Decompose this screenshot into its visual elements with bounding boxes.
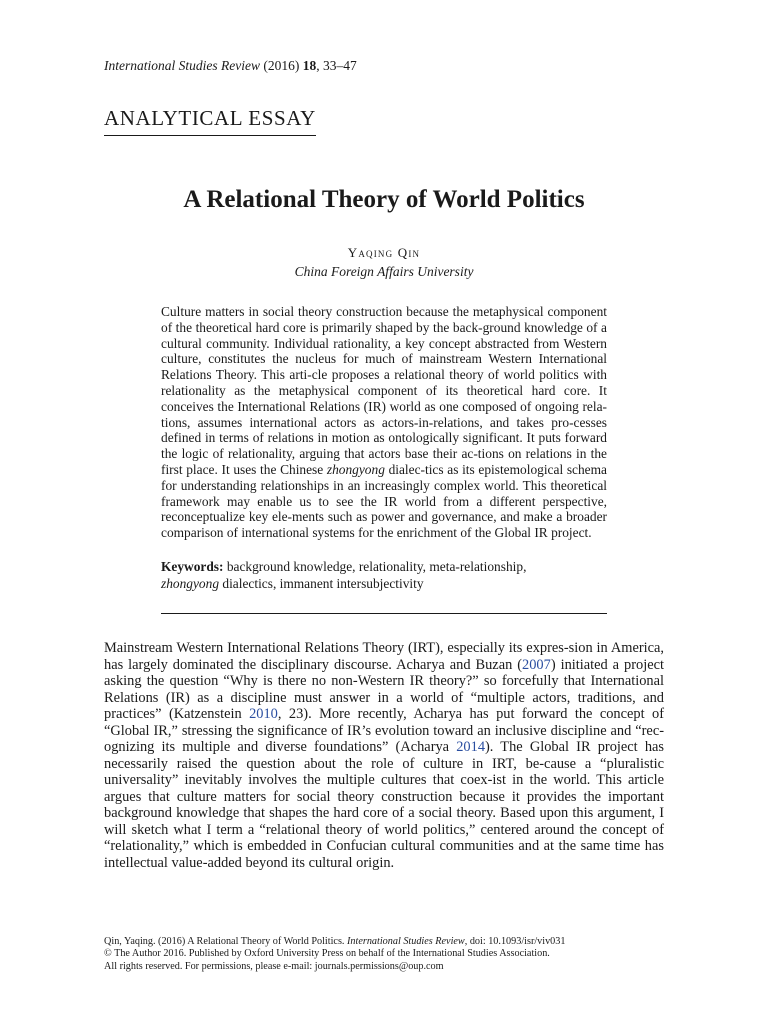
- footer-notes: [104, 936, 664, 973]
- footer-journal: International Studies Review: [347, 936, 465, 947]
- abstract-italic-term: zhongyong: [326, 461, 385, 477]
- citation-link-2014[interactable]: 2014: [456, 739, 486, 755]
- keywords-list-1: background knowledge, relationality, meta-relationship,: [223, 559, 527, 574]
- keywords-list-2: dialectics, immanent intersubjectivity: [219, 576, 424, 591]
- citation-link-2010[interactable]: 2010: [249, 706, 278, 722]
- article-title: A Relational Theory of World Politics: [183, 186, 585, 213]
- abstract-text-1: Culture matters in social theory construction because the metaphysical component of the theoretical hard core is primarily shaped by the back-ground knowledge of a cultural community. Individual rationality, a key concept abstracted from Western culture, constitutes the nucleus for much of mainstream Western International Relations Theory. This arti-cle proposes a relational theory of world politics with relationality as the metaphysical component of its theoretical hard core. It conceives the International Relations (IR) world as one composed of ongoing rela-tions, assumes international actors as actors-in-relations, and takes pro-cesses defined in terms of relations in motion as ontologically significant. It puts forward the logic of relationality, arguing that actors base their ac-tions on relations in the first place. It uses the Chinese: [161, 304, 607, 477]
- author-affiliation: China Foreign Affairs University: [294, 264, 474, 279]
- keywords-label: Keywords:: [161, 559, 224, 574]
- keywords: [161, 558, 607, 592]
- journal-citation-header: [104, 58, 357, 74]
- footer-rights: All rights reserved. For permissions, please e-mail: journals.permissions@oup.com: [104, 960, 444, 972]
- body-text-2: ) initiated a project asking the question “Why is there no non-Western IR theory?” so forcefully that International Relations (IR) as a discipline must answer in a world of “multiple actors, traditions, and practices” (Katzenstein: [104, 656, 664, 722]
- journal-title: International Studies Review: [104, 58, 260, 73]
- abstract-divider: [161, 613, 607, 614]
- body-text-1: Mainstream Western International Relations Theory (IRT), especially its expres-sion in America, has largely dominated the disciplinary discourse. Acharya and Buzan (: [104, 640, 664, 673]
- abstract-text-2: dialec-tics as its epistemological schema for understanding relationships in an increasingly complex world. This theoretical framework may enable us to see the IR world from a different perspective, reconceptualize key ele-ments such as power and governance, and make a broader comparison of international systems for the enrichment of the Global IR project.: [161, 461, 607, 541]
- citation-link-2007[interactable]: 2007: [522, 656, 551, 673]
- body-paragraph: [104, 640, 664, 871]
- footer-citation: Qin, Yaqing. (2016) A Relational Theory of World Politics. International Studies Review, doi: 10.1093/isr/viv031: [104, 936, 566, 947]
- author-name: Yaqing Qin: [347, 245, 421, 260]
- journal-volume: 18: [302, 58, 317, 73]
- keywords-italic-term: zhongyong: [161, 576, 220, 591]
- journal-year: (2016): [259, 58, 303, 73]
- abstract: [161, 304, 607, 541]
- body-text-3: , 23). More recently, Acharya has put forward the concept of “Global IR,” stressing the significance of IR’s evolution toward an inclusive discipline and “rec-ognizing its multiple and diverse foundations” (Acharya: [104, 706, 665, 755]
- journal-pages: , 33–47: [316, 58, 357, 73]
- footer-copyright: © The Author 2016. Published by Oxford University Press on behalf of the International Studies Association.: [104, 948, 550, 960]
- section-label: ANALYTICAL ESSAY: [104, 106, 316, 136]
- body-text-4: ). The Global IR project has necessarily raised the question about the role of culture in IRT, be-cause a “pluralistic universality” inevitably involves the multiple cultures that coex-ist in the world. This article argues that culture matters for social theory construction because it provides the important background knowledge that shapes the hard core of a social theory. Based upon this argument, I will sketch what I term a “relational theory of world politics,” centered around the concept of “relationality,” which is embedded in Confucian cultural communities and at the same time has intellectual value-added beyond its cultural origin.: [104, 739, 664, 871]
